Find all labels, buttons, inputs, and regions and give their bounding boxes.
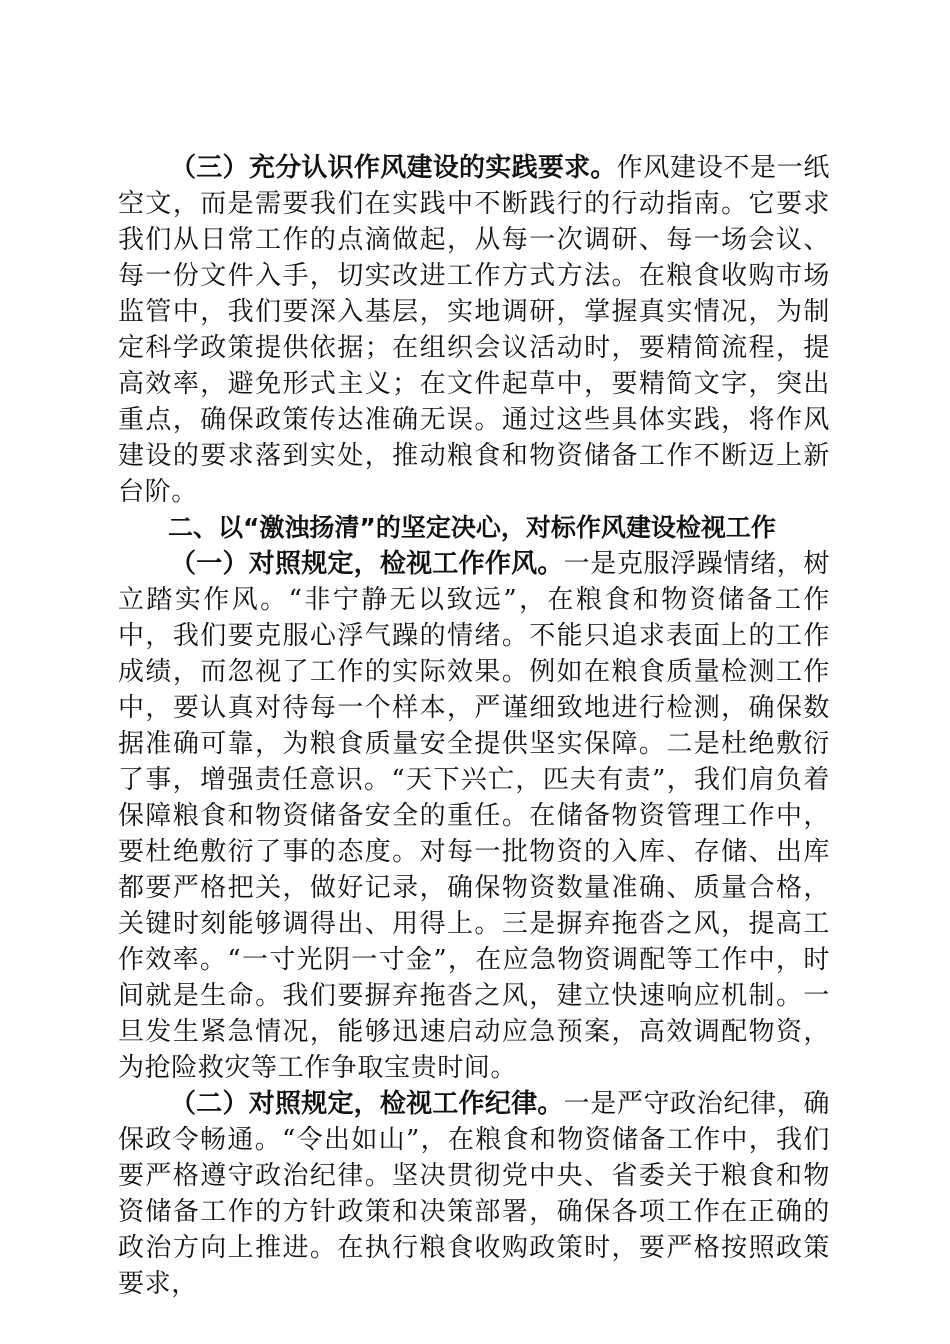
paragraph-lead: （三）充分认识作风建设的实践要求。: [170, 153, 617, 183]
paragraph-work-style: [118, 546, 830, 1086]
paragraph-body: 一是克服浮躁情绪，树立踏实作风。“非宁静无以致远”，在粮食和物资储备工作中，我们要克服心浮气躁的情绪。不能只追求表面上的工作成绩，而忽视了工作的实际效果。例如在粮食质量检测工作中，要认真对待每一个样本，严谨细致地进行检测，确保数据准确可靠，为粮食质量安全提供坚实保障。二是杜绝敷衍了事，增强责任意识。“天下兴亡，匹夫有责”，我们肩负着保障粮食和物资储备安全的重任。在储备物资管理工作中，要杜绝敷衍了事的态度。对每一批物资的入库、存储、出库都要严格把关，做好记录，确保物资数量准确、质量合格，关键时刻能够调得出、用得上。三是摒弃拖沓之风，提高工作效率。“一寸光阴一寸金”，在应急物资调配等工作中，时间就是生命。我们要摒弃拖沓之风，建立快速响应机制。一旦发生紧急情况，能够迅速启动应急预案，高效调配物资，为抢险救灾等工作争取宝贵时间。: [118, 549, 830, 1083]
paragraph-work-discipline: [118, 1086, 830, 1302]
paragraph-practice-requirements: [118, 150, 830, 510]
document-page: [118, 150, 830, 1302]
paragraph-body: 作风建设不是一纸空文，而是需要我们在实践中不断践行的行动指南。它要求我们从日常工作的点滴做起，从每一次调研、每一场会议、每一份文件入手，切实改进工作方式方法。在粮食收购市场监管中，我们要深入基层，实地调研，掌握真实情况，为制定科学政策提供依据；在组织会议活动时，要精简流程，提高效率，避免形式主义；在文件起草中，要精简文字，突出重点，确保政策传达准确无误。通过这些具体实践，将作风建设的要求落到实处，推动粮食和物资储备工作不断迈上新台阶。: [118, 153, 830, 507]
paragraph-body: 一是严守政治纪律，确保政令畅通。“令出如山”，在粮食和物资储备工作中，我们要严格遵守政治纪律。坚决贯彻党中央、省委关于粮食和物资储备工作的方针政策和决策部署，确保各项工作在正确的政治方向上推进。在执行粮食收购政策时，要严格按照政策要求，: [118, 1089, 830, 1299]
section-heading: 二、以“激浊扬清”的坚定决心，对标作风建设检视工作: [168, 513, 776, 542]
paragraph-lead: （二）对照规定，检视工作纪律。: [170, 1089, 564, 1119]
paragraph-lead: （一）对照规定，检视工作作风。: [170, 549, 564, 579]
